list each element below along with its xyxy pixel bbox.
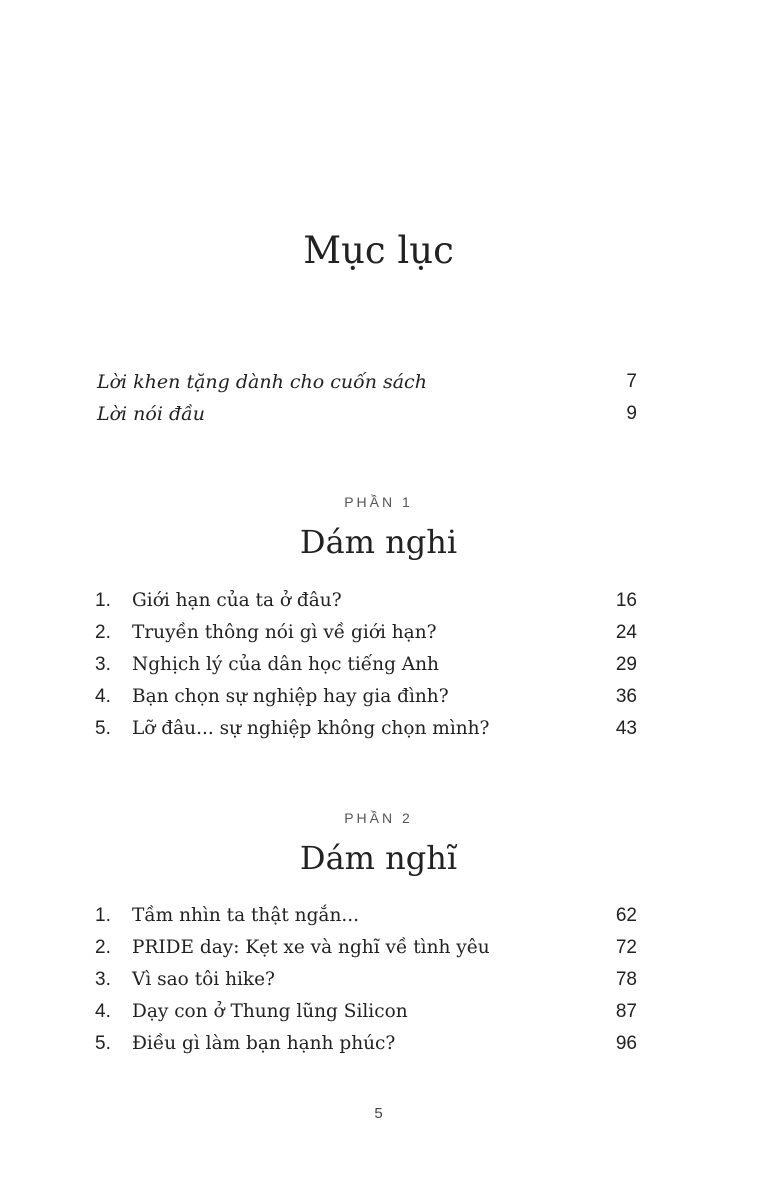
chapter-number: 3. — [95, 654, 111, 675]
part-1-title: Dám nghi — [299, 523, 458, 561]
toc-entry-title: Lời khen tặng dành cho cuốn sách — [97, 371, 427, 393]
toc-chapter-row[interactable] — [95, 585, 637, 617]
chapter-page: 72 — [615, 937, 637, 958]
chapter-number: 4. — [95, 1001, 111, 1022]
chapter-page: 96 — [615, 1033, 637, 1054]
chapter-page: 16 — [615, 590, 637, 611]
part-1-chapter-list — [95, 585, 637, 745]
page-title: Mục lục — [303, 229, 454, 272]
toc-chapter-row[interactable] — [95, 996, 637, 1028]
chapter-number: 2. — [95, 937, 111, 958]
toc-chapter-row[interactable] — [95, 932, 637, 964]
toc-entry-praise[interactable] — [97, 366, 637, 398]
toc-chapter-row[interactable] — [95, 900, 637, 932]
chapter-number: 5. — [95, 718, 111, 739]
chapter-title: Dạy con ở Thung lũng Silicon — [132, 1001, 408, 1022]
chapter-number: 4. — [95, 686, 111, 707]
toc-chapter-row[interactable] — [95, 964, 637, 996]
chapter-title: Giới hạn của ta ở đâu? — [132, 590, 342, 611]
chapter-title: Điều gì làm bạn hạnh phúc? — [132, 1033, 396, 1054]
toc-chapter-row[interactable] — [95, 681, 637, 713]
toc-chapter-row[interactable] — [95, 1028, 637, 1060]
chapter-page: 36 — [615, 686, 637, 707]
part-2-label: PHẦN 2 — [344, 810, 413, 826]
chapter-number: 1. — [95, 905, 111, 926]
toc-entry-page: 7 — [626, 371, 637, 392]
part-2-chapter-list — [95, 900, 637, 1060]
chapter-page: 87 — [615, 1001, 637, 1022]
chapter-title: Truyền thông nói gì về giới hạn? — [132, 622, 437, 643]
toc-chapter-row[interactable] — [95, 649, 637, 681]
toc-entry-title: Lời nói đầu — [97, 403, 206, 425]
chapter-title: Lỡ đâu... sự nghiệp không chọn mình? — [132, 718, 490, 739]
chapter-number: 2. — [95, 622, 111, 643]
part-1-label: PHẦN 1 — [344, 494, 413, 510]
chapter-title: Bạn chọn sự nghiệp hay gia đình? — [132, 686, 449, 707]
toc-chapter-row[interactable] — [95, 713, 637, 745]
page-number: 5 — [374, 1105, 383, 1122]
chapter-page: 78 — [615, 969, 637, 990]
toc-entry-page: 9 — [626, 403, 637, 424]
chapter-page: 62 — [615, 905, 637, 926]
front-matter-list — [97, 366, 637, 430]
chapter-title: Vì sao tôi hike? — [132, 969, 275, 990]
chapter-title: Nghịch lý của dân học tiếng Anh — [132, 654, 439, 675]
chapter-number: 3. — [95, 969, 111, 990]
part-2-title: Dám nghĩ — [299, 839, 458, 877]
chapter-page: 43 — [615, 718, 637, 739]
chapter-number: 1. — [95, 590, 111, 611]
chapter-title: PRIDE day: Kẹt xe và nghĩ về tình yêu — [132, 937, 490, 958]
toc-chapter-row[interactable] — [95, 617, 637, 649]
chapter-page: 29 — [615, 654, 637, 675]
chapter-title: Tầm nhìn ta thật ngắn... — [132, 905, 360, 926]
toc-entry-foreword[interactable] — [97, 398, 637, 430]
chapter-page: 24 — [615, 622, 637, 643]
chapter-number: 5. — [95, 1033, 111, 1054]
